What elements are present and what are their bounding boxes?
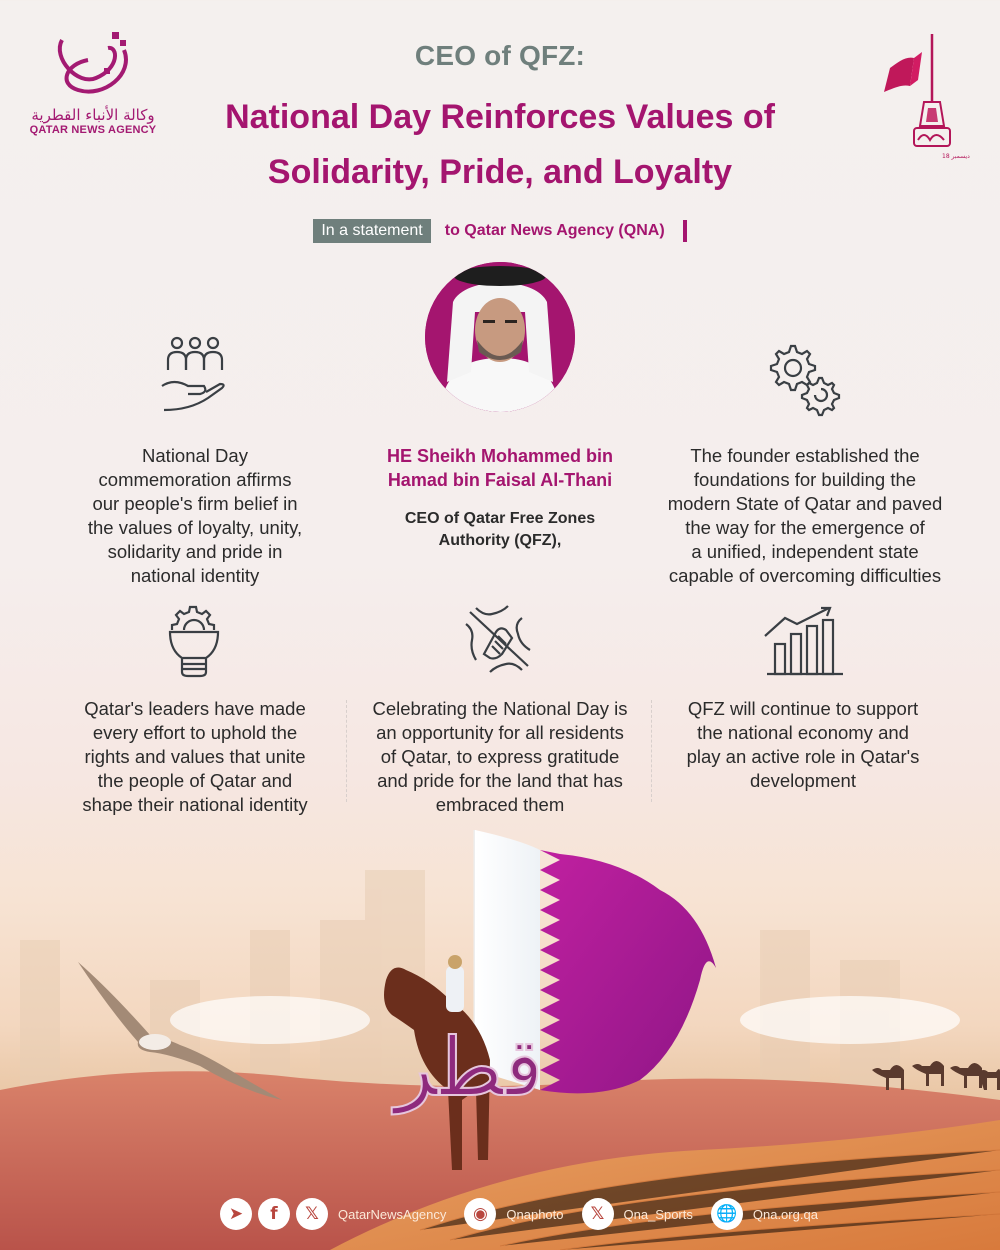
- column-divider: [346, 700, 347, 802]
- text-line: development: [750, 770, 856, 791]
- text-line: solidarity and pride in: [107, 541, 283, 562]
- text-line: national identity: [130, 565, 260, 586]
- point-4-text: [352, 697, 648, 817]
- desert-landscape-illustration: [0, 830, 1000, 1250]
- text-line: our people's firm belief in: [92, 493, 298, 514]
- text-line: QFZ will continue to support: [687, 698, 919, 719]
- text-line: capable of overcoming difficulties: [668, 565, 942, 586]
- text-line: National Day: [142, 445, 248, 466]
- headline: [0, 90, 1000, 200]
- text-line: embraced them: [435, 794, 565, 815]
- svg-text:18 ديسمبر: 18 ديسمبر: [942, 153, 970, 160]
- text-line: an opportunity for all residents: [376, 722, 624, 743]
- facebook-icon[interactable]: f: [258, 1198, 290, 1230]
- text-line: The founder established the: [690, 445, 920, 466]
- growth-chart-icon: [763, 606, 845, 682]
- statement-row: [0, 219, 1000, 243]
- point-5-text: [662, 697, 944, 793]
- qatar-calligraphy: قطر: [395, 1021, 544, 1114]
- person-portrait-icon: [425, 262, 575, 412]
- column-divider: [651, 700, 652, 802]
- text-line: rights and values that unite: [84, 746, 306, 767]
- people-in-hand-icon: [160, 336, 230, 420]
- qna-english-name: QATAR NEWS AGENCY: [29, 124, 157, 136]
- statement-bar: [683, 220, 687, 242]
- text-line: Qatar's leaders have made: [84, 698, 306, 719]
- instagram-handle-link[interactable]: Qnaphoto: [506, 1206, 564, 1222]
- text-line: the values of loyalty, unity,: [87, 517, 303, 538]
- statement-chip: In a statement: [313, 219, 430, 243]
- text-line: Celebrating the National Day is: [372, 698, 628, 719]
- gears-icon: [765, 342, 843, 422]
- joined-hands-icon: [462, 604, 536, 678]
- desert-scene: [0, 830, 1000, 1250]
- point-2-text: [660, 444, 950, 588]
- website-link[interactable]: Qna.org.qa: [752, 1206, 818, 1222]
- x-sports-icon[interactable]: 𝕏: [582, 1198, 614, 1230]
- qna-handle-link[interactable]: QatarNewsAgency: [338, 1206, 447, 1222]
- headline-line-2: Solidarity, Pride, and Loyalty: [267, 153, 733, 191]
- lightbulb-gear-icon: [166, 602, 222, 684]
- text-line: a unified, independent state: [691, 541, 919, 562]
- sports-handle-link[interactable]: Qna_Sports: [623, 1206, 693, 1222]
- telegram-icon[interactable]: ➤: [220, 1198, 252, 1230]
- name-line-1: HE Sheikh Mohammed bin: [386, 446, 614, 466]
- social-footer: [220, 1198, 830, 1230]
- text-line: the national economy and: [697, 722, 909, 743]
- ceo-portrait: [425, 262, 575, 412]
- point-3-text: [55, 697, 335, 817]
- point-1-text: [60, 444, 330, 588]
- x-icon[interactable]: 𝕏: [296, 1198, 328, 1230]
- globe-icon[interactable]: 🌐: [711, 1198, 743, 1230]
- text-line: play an active role in Qatar's: [686, 746, 920, 767]
- text-line: commemoration affirms: [98, 469, 292, 490]
- text-line: the people of Qatar and: [97, 770, 293, 791]
- qna-arabic-name: وكالة الأنباء القطرية: [31, 106, 155, 124]
- statement-text: to Qatar News Agency (QNA): [444, 222, 665, 239]
- text-line: of Qatar, to express gratitude: [380, 746, 620, 767]
- headline-line-1: National Day Reinforces Values of: [225, 98, 775, 136]
- text-line: every effort to uphold the: [92, 722, 298, 743]
- name-line-2: Hamad bin Faisal Al-Thani: [387, 470, 613, 490]
- text-line: the way for the emergence of: [685, 517, 925, 538]
- ceo-title: [355, 508, 645, 552]
- text-line: shape their national identity: [82, 794, 308, 815]
- text-line: foundations for building the: [693, 469, 917, 490]
- instagram-icon[interactable]: ◉: [464, 1198, 496, 1230]
- title-line-1: CEO of Qatar Free Zones: [404, 510, 596, 527]
- kicker: CEO of QFZ:: [414, 40, 586, 71]
- text-line: and pride for the land that has: [377, 770, 623, 791]
- text-line: modern State of Qatar and paved: [667, 493, 943, 514]
- title-line-2: Authority (QFZ),: [438, 532, 562, 549]
- ceo-name: [355, 444, 645, 492]
